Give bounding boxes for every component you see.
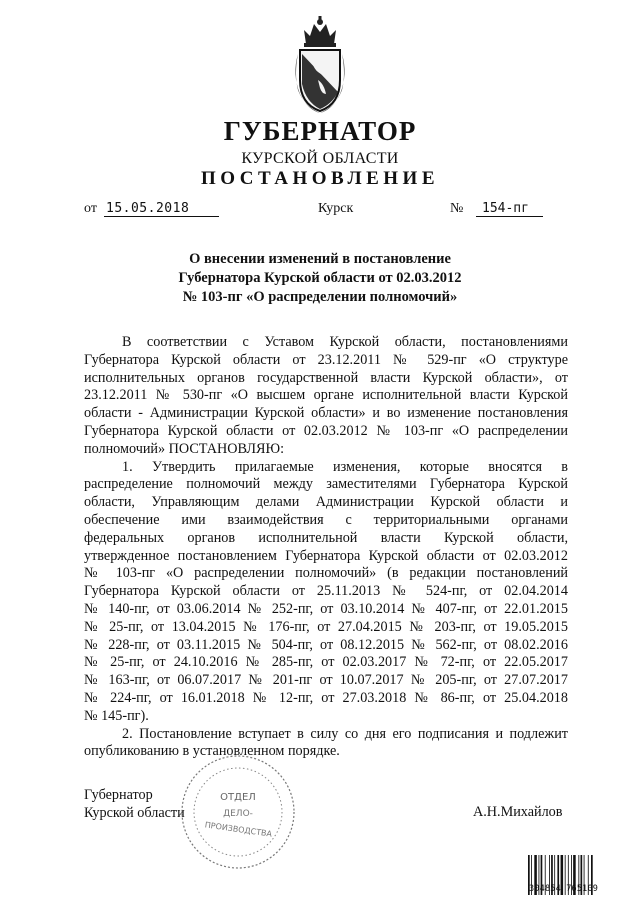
body-line: № 224-пг, от 16.01.2018 № 12-пг, от 27.03.2018 № 86-пг, от 25.04.2018: [84, 689, 568, 706]
signatory-role-line: Губернатор: [84, 787, 153, 803]
body-line: 2. Постановление вступает в силу со дня его подписания и подлежит: [122, 725, 568, 742]
document-city: Курск: [318, 201, 354, 216]
body-line: № 103-пг «О распределении полномочий» (в редакции постановлений: [84, 565, 568, 582]
body-line: В соответствии с Уставом Курской области, постановлениями: [122, 334, 568, 350]
signatory-role: [84, 787, 185, 823]
signatory-role-line: Курской области: [84, 804, 185, 821]
body-line: № 145-пг).: [84, 707, 149, 724]
office-stamp: [178, 752, 298, 872]
region-title: КУРСКОЙ ОБЛАСТИ: [241, 150, 399, 167]
heading-line: Губернатора Курской области от 02.03.2012: [178, 270, 462, 286]
body-line: распределение полномочий между заместителями Губернатора Курской: [84, 476, 568, 493]
body-line: опубликованию в установленном порядке.: [84, 743, 340, 760]
body-line: Губернатора Курской области от 02.03.2012 № 103-пг «О распределении: [84, 422, 568, 439]
body-line: № 163-пг, от 06.07.2017 № 201-пг от 10.07.2017 № 205-пг, от 27.07.2017: [84, 672, 568, 689]
stamp-text: ПРОИЗВОДСТВА: [204, 820, 273, 839]
body-line: № 228-пг, от 03.11.2015 № 504-пг, от 08.12.2015 № 562-пг, от 08.02.2016: [84, 636, 568, 653]
decree-heading: [0, 250, 640, 307]
body-line: полномочий» ПОСТАНОВЛЯЮ:: [84, 440, 285, 457]
decree-title: ПОСТАНОВЛЕНИЕ: [200, 168, 440, 189]
body-line: обеспечение ими взаимодействия с территориальными органами: [84, 511, 568, 528]
date-label: от: [84, 201, 97, 216]
body-line: Губернатора Курской области от 25.11.2013 № 524-пг, от 02.04.2014: [84, 583, 568, 600]
body-line: 1. Утвердить прилагаемые изменения, которые вносятся в: [122, 458, 568, 475]
body-line: № 140-пг, от 03.06.2014 № 252-пг, от 03.10.2014 № 407-пг, от 22.01.2015: [84, 600, 568, 617]
heading-line: № 103-пг «О распределении полномочий»: [182, 289, 458, 305]
body-line: 23.12.2011 № 530-пг «О высшем органе исполнительной власти Курской: [84, 387, 568, 404]
document-meta-row: [84, 201, 584, 223]
governor-title: ГУБЕРНАТОР: [223, 116, 417, 146]
stamp-text: ОТДЕЛ: [220, 792, 256, 803]
signatory-name: А.Н.Михайлов: [473, 804, 563, 820]
decree-body: [84, 334, 568, 761]
body-line: федеральных органов исполнительной власти Курской области,: [84, 529, 568, 546]
body-line: Губернатора Курской области от 23.12.2011 № 529-пг «О структуре: [84, 351, 568, 368]
barcode-number: 304854 765109: [529, 884, 599, 894]
coat-of-arms-emblem: [288, 14, 352, 114]
body-line: исполнительных органов государственной власти Курской области», от: [84, 369, 568, 386]
body-line: № 25-пг, от 24.10.2016 № 285-пг, от 02.03.2017 № 72-пг, от 22.05.2017: [84, 654, 568, 671]
heading-line: О внесении изменений в постановление: [189, 251, 451, 267]
body-line: утвержденное постановлением Губернатора Курской области от 02.03.2012: [84, 547, 568, 564]
body-line: области, Управляющим делами Администрации Курской области и: [84, 494, 568, 511]
stamp-text: ДЕЛО-: [223, 809, 253, 819]
body-line: № 25-пг, от 13.04.2015 № 176-пг, от 27.04.2015 № 203-пг, от 19.05.2015: [84, 618, 568, 635]
document-number: 154-пг: [476, 201, 543, 217]
number-label: №: [450, 201, 464, 216]
document-date: 15.05.2018: [104, 201, 219, 217]
body-line: области - Администрации Курской области» и во изменение постановления: [84, 405, 568, 422]
